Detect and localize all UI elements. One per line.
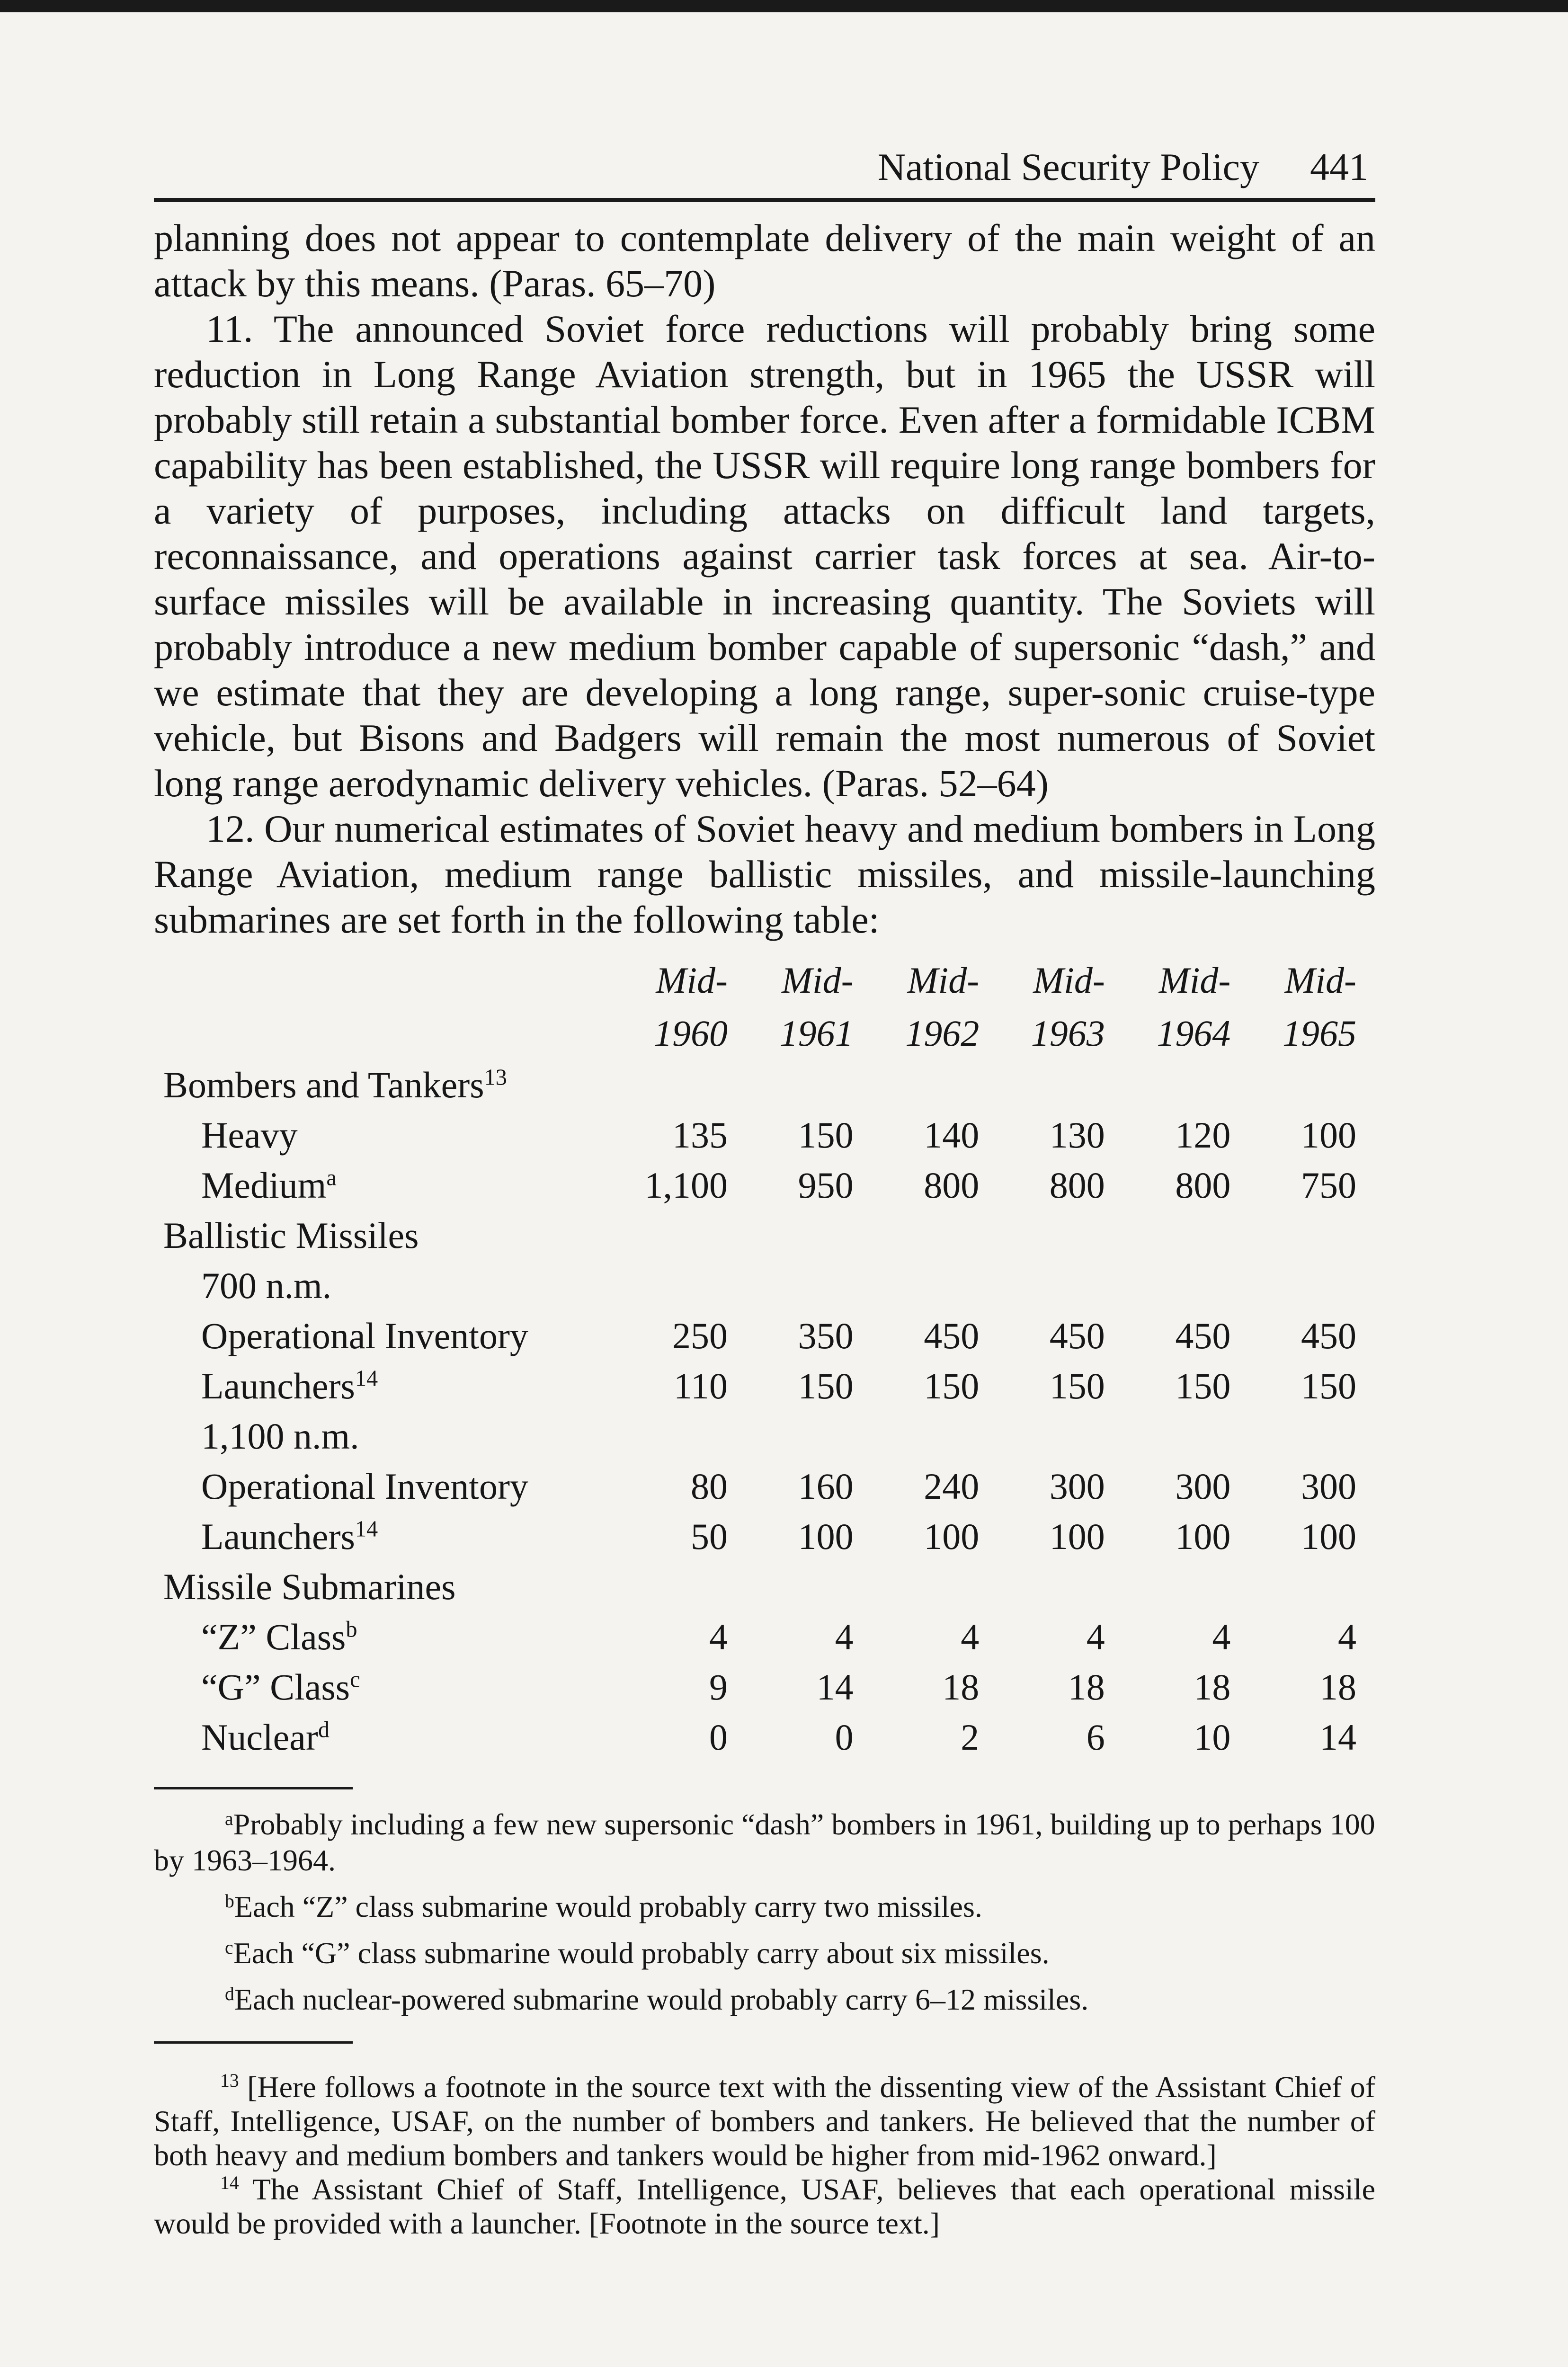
table-cell: 100: [1175, 1516, 1231, 1557]
table-cell: 4: [835, 1616, 854, 1657]
table-header-row: [154, 954, 1375, 1060]
table-cell: 100: [1301, 1516, 1356, 1557]
table-note-a: $^a$Probably including a few new supersonic “dash” bombers in 1961, building up to perhaps 100 by 1963–1964.: [154, 1807, 1375, 1877]
table-cell: 450: [1301, 1315, 1356, 1356]
subsection-label: 700 n.m.: [201, 1265, 332, 1306]
table-cell: 100: [798, 1516, 854, 1557]
section-label-ballistic-missiles: Ballistic Missiles: [163, 1215, 419, 1256]
table-cell: 750: [1301, 1165, 1356, 1206]
row-label: Nuclear$^d$: [201, 1717, 330, 1758]
paragraph-12: 12. Our numerical estimates of Soviet heavy and medium bombers in Long Range Aviation, medium range ballistic missiles, and missile-launching submarines are set forth in the following table:: [154, 807, 1375, 941]
section-label-bombers: Bombers and Tankers$^{13}$: [163, 1064, 507, 1105]
table-cell: 800: [1175, 1165, 1231, 1206]
table-note-b: $^b$Each “Z” class submarine would probably carry two missiles.: [225, 1890, 982, 1923]
table-row: [154, 1361, 1375, 1411]
table-cell: 150: [924, 1365, 980, 1406]
document-page: [154, 137, 1375, 2241]
soviet-forces-table: [154, 954, 1375, 1762]
table-cell: 140: [924, 1114, 980, 1156]
note-marker: d: [225, 1984, 234, 2005]
row-label: Launchers$^{14}$: [201, 1365, 378, 1406]
table-row: [154, 1110, 1375, 1160]
section-label-missile-submarines: Missile Submarines: [163, 1566, 456, 1607]
row-label: “Z” Class$^b$: [201, 1616, 357, 1657]
row-label: Medium$^a$: [201, 1165, 337, 1206]
table-cell: 130: [1049, 1114, 1105, 1156]
year-header: Mid- 1963: [1031, 960, 1105, 1054]
footnote-ref: 14: [355, 1366, 378, 1391]
table-cell: 100: [924, 1516, 980, 1557]
table-cell: 800: [924, 1165, 980, 1206]
table-cell: 110: [673, 1365, 728, 1406]
table-cell: 120: [1175, 1114, 1231, 1156]
table-cell: 4: [709, 1616, 728, 1657]
table-cell: 150: [798, 1114, 854, 1156]
table-cell: 300: [1175, 1466, 1231, 1507]
note-ref: a: [326, 1165, 337, 1191]
row-label: Operational Inventory: [201, 1315, 528, 1356]
table-cell: 0: [709, 1717, 728, 1758]
running-header: [154, 137, 1375, 202]
table-cell: 950: [798, 1165, 854, 1206]
table-row: [154, 1562, 1375, 1612]
row-label: Operational Inventory: [201, 1466, 528, 1507]
table-cell: 100: [1301, 1114, 1356, 1156]
body-text: [154, 215, 1375, 943]
table-row: [154, 1060, 1375, 1110]
footnote-marker: 14: [220, 2172, 239, 2194]
table-notes: [154, 1806, 1375, 2018]
table-row: [154, 1311, 1375, 1361]
table-row: [154, 1612, 1375, 1662]
table-row: [154, 1662, 1375, 1712]
subsection-label: 1,100 n.m.: [201, 1415, 359, 1457]
table-cell: 300: [1301, 1466, 1356, 1507]
table-cell: 150: [1175, 1365, 1231, 1406]
table-row: [154, 1210, 1375, 1261]
page-number: 441: [1310, 145, 1368, 188]
table-cell: 450: [924, 1315, 980, 1356]
table-cell: 80: [691, 1466, 728, 1507]
table-cell: 14: [1319, 1717, 1356, 1758]
table-cell: 300: [1049, 1466, 1105, 1507]
year-header: Mid- 1964: [1157, 960, 1231, 1054]
note-marker: c: [225, 1937, 233, 1958]
row-label: “G” Class$^c$: [201, 1666, 360, 1708]
table-cell: 240: [924, 1466, 980, 1507]
row-label: Launchers$^{14}$: [201, 1516, 378, 1557]
table-cell: 9: [709, 1666, 728, 1708]
table-cell: 18: [942, 1666, 980, 1708]
footnotes-divider: [154, 2041, 353, 2044]
footnote-ref: 13: [484, 1065, 507, 1090]
table-cell: 18: [1319, 1666, 1356, 1708]
year-header: Mid- 1962: [905, 960, 980, 1054]
note-marker: a: [225, 1808, 233, 1830]
table-cell: 50: [691, 1516, 728, 1557]
table-row: [154, 1512, 1375, 1562]
scan-top-edge: [0, 0, 1568, 12]
footnote-14: $^{14}$ The Assistant Chief of Staff, Intelligence, USAF, believes that each operational missile would be provided with a launcher. [Footnote in the source text.]: [154, 2172, 1376, 2240]
note-marker: b: [225, 1891, 234, 1912]
note-ref: d: [318, 1717, 330, 1743]
footnote-marker: 13: [220, 2070, 239, 2091]
table-header-blank: [154, 954, 608, 1060]
running-header-title: National Security Policy: [877, 145, 1259, 188]
table-cell: 150: [1301, 1365, 1356, 1406]
footnotes: [154, 2070, 1375, 2241]
paragraph-11: 11. The announced Soviet force reductions will probably bring some reduction in Long Range Aviation strength, but in 1965 the USSR will probably still retain a substantial bomber force. Even after a formidable ICBM capability has been established, the USSR will require long range bombers for a variety of purposes, including attacks on difficult land targets, reconnaissance, and operations against carrier task forces at sea. Air-to-surface missiles will be available in increasing quantity. The Soviets will probably introduce a new medium bomber capable of supersonic “dash,” and we estimate that they are developing a long range, super-sonic cruise-type vehicle, but Bisons and Badgers will remain the most numerous of Soviet long range aerodynamic delivery vehicles. (Paras. 52–64): [154, 307, 1375, 805]
table-cell: 450: [1175, 1315, 1231, 1356]
table-cell: 100: [1049, 1516, 1105, 1557]
table-cell: 800: [1049, 1165, 1105, 1206]
table-cell: 150: [1049, 1365, 1105, 1406]
table-cell: 350: [798, 1315, 854, 1356]
table-cell: 4: [1338, 1616, 1356, 1657]
table-cell: 135: [672, 1114, 728, 1156]
table-row: [154, 1160, 1375, 1210]
year-header: Mid- 1961: [779, 960, 854, 1054]
table-cell: 14: [816, 1666, 854, 1708]
table-cell: 160: [798, 1466, 854, 1507]
footnote-ref: 14: [355, 1516, 378, 1542]
table-cell: 18: [1068, 1666, 1105, 1708]
continued-paragraph: planning does not appear to contemplate delivery of the main weight of an attack by this means. (Paras. 65–70): [154, 216, 1375, 305]
table-cell: 2: [961, 1717, 980, 1758]
table-row: [154, 1712, 1375, 1762]
table-note-c: $^c$Each “G” class submarine would probably carry about six missiles.: [225, 1936, 1050, 1970]
note-ref: b: [346, 1617, 357, 1642]
table-cell: 6: [1086, 1717, 1105, 1758]
table-note-d: $^d$Each nuclear-powered submarine would probably carry 6–12 missiles.: [225, 1983, 1089, 2016]
table-cell: 450: [1049, 1315, 1105, 1356]
year-header: Mid- 1960: [654, 960, 728, 1054]
table-cell: 150: [798, 1365, 854, 1406]
table-cell: 0: [835, 1717, 854, 1758]
note-ref: c: [350, 1667, 360, 1692]
year-header: Mid- 1965: [1283, 960, 1356, 1054]
table-cell: 4: [1086, 1616, 1105, 1657]
footnote-13: $^{13}$ [Here follows a footnote in the source text with the dissenting view of the Assistant Chief of Staff, Intelligence, USAF, on the number of bombers and tankers. He believed that the number of both heavy and medium bombers and tankers would be higher from mid-1962 onward.]: [154, 2070, 1376, 2172]
table-cell: 10: [1194, 1717, 1231, 1758]
table-row: [154, 1411, 1375, 1461]
table-notes-divider: [154, 1787, 353, 1789]
row-label: Heavy: [201, 1114, 298, 1156]
table-cell: 4: [1212, 1616, 1231, 1657]
table-cell: 250: [672, 1315, 728, 1356]
table-row: [154, 1461, 1375, 1512]
table-row: [154, 1261, 1375, 1311]
table-cell: 18: [1194, 1666, 1231, 1708]
table-cell: 4: [961, 1616, 980, 1657]
table-cell: 1,100: [644, 1165, 728, 1206]
